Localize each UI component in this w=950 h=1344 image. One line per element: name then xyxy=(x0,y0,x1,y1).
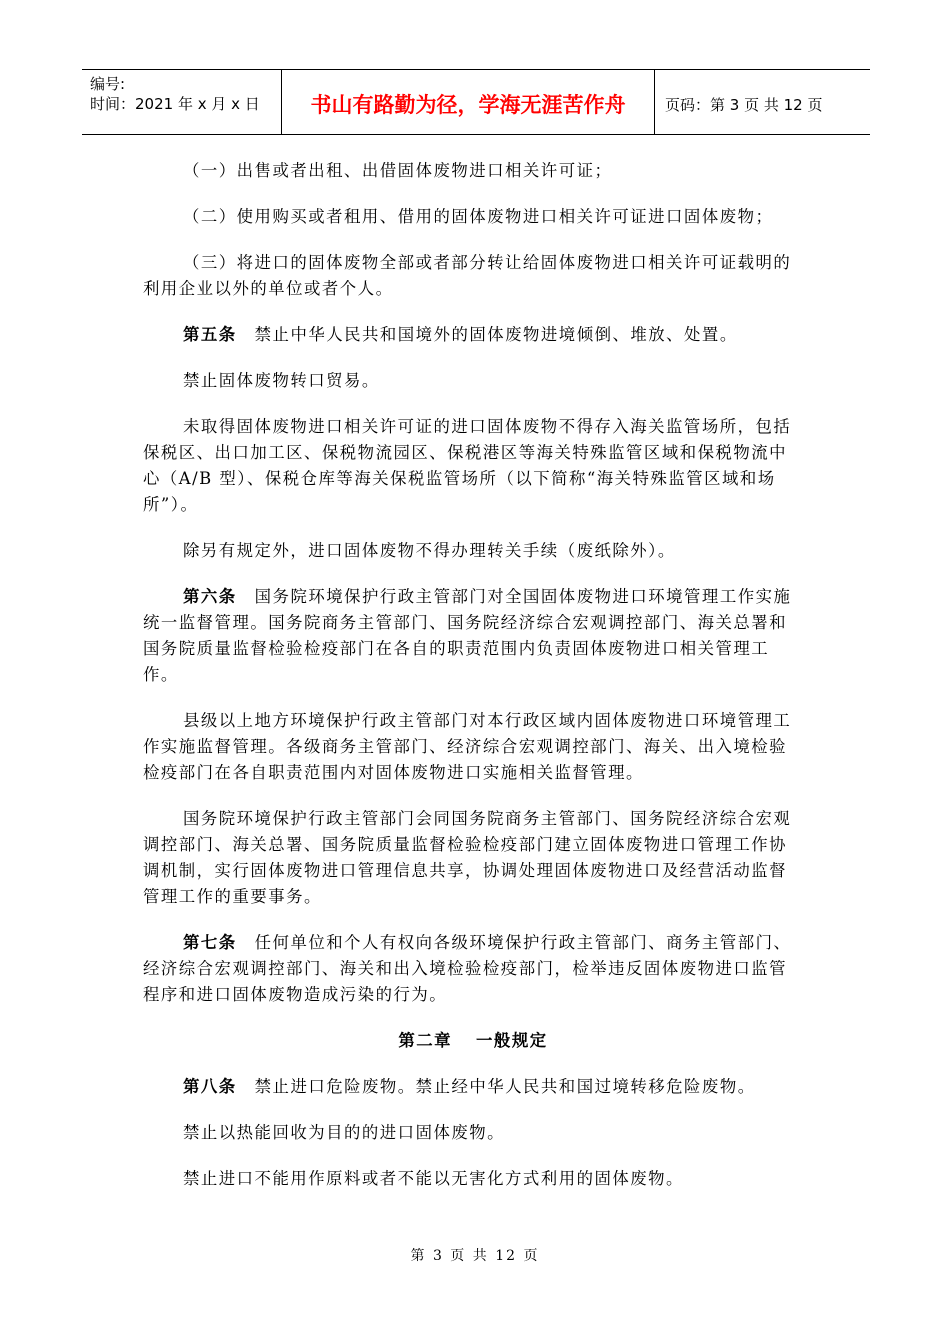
chapter-heading xyxy=(143,1028,803,1054)
paragraph-text: 任何单位和个人有权向各级环境保护行政主管部门、商务主管部门、经济综合宏观调控部门、海关和出入境检验检疫部门，检举违反固体废物进口监管程序和进口固体废物造成污染的行为。 xyxy=(143,933,792,1004)
body-paragraph xyxy=(143,1166,803,1192)
body-paragraph xyxy=(143,414,803,518)
paragraph-text: 国务院环境保护行政主管部门会同国务院商务主管部门、国务院经济综合宏观调控部门、海关总署、国务院质量监督检验检疫部门建立固体废物进口管理工作协调机制，实行固体废物进口管理信息共享，协调处理固体废物进口及经营活动监督管理工作的重要事务。 xyxy=(143,809,792,906)
paragraph-text: （三）将进口的固体废物全部或者部分转让给固体废物进口相关许可证载明的利用企业以外的单位或者个人。 xyxy=(143,253,792,298)
body-paragraph xyxy=(143,204,803,230)
article-number: 第六条 xyxy=(183,587,237,606)
paragraph-group xyxy=(143,1074,803,1192)
paragraph-text: 禁止进口不能用作原料或者不能以无害化方式利用的固体废物。 xyxy=(183,1169,684,1188)
body-paragraph xyxy=(143,1120,803,1146)
page-footer: 第 3 页 共 12 页 xyxy=(410,1248,540,1264)
article-paragraph xyxy=(143,322,803,348)
document-body xyxy=(143,158,803,1212)
body-paragraph xyxy=(143,250,803,302)
body-paragraph xyxy=(143,158,803,184)
body-paragraph xyxy=(143,708,803,786)
paragraph-text: 未取得固体废物进口相关许可证的进口固体废物不得存入海关监管场所，包括保税区、出口加工区、保税物流园区、保税港区等海关特殊监管区域和保税物流中心（A/B 型）、保税仓库等海关保税监管场所（以下简称“海关特殊监管区域和场所”）。 xyxy=(143,417,792,514)
body-paragraph xyxy=(143,538,803,564)
article-paragraph xyxy=(143,584,803,688)
body-paragraph xyxy=(143,806,803,910)
paragraph-text: 禁止进口危险废物。禁止经中华人民共和国过境转移危险废物。 xyxy=(254,1077,756,1096)
paragraph-text: （一）出售或者出租、出借固体废物进口相关许可证； xyxy=(183,161,613,180)
paragraph-text: （二）使用购买或者租用、借用的固体废物进口相关许可证进口固体废物； xyxy=(183,207,774,226)
chapter-number: 第二章 xyxy=(398,1031,453,1050)
body-paragraph xyxy=(143,368,803,394)
header-meta xyxy=(82,70,282,134)
chapter-title: 一般规定 xyxy=(476,1031,548,1050)
header-motto: 书山有路勤为径，学海无涯苦作舟 xyxy=(282,70,655,134)
paragraph-text: 禁止中华人民共和国境外的固体废物进境倾倒、堆放、处置。 xyxy=(254,325,738,344)
page-header xyxy=(82,69,870,135)
article-number: 第五条 xyxy=(183,325,237,344)
paragraph-text: 禁止以热能回收为目的的进口固体废物。 xyxy=(183,1123,506,1142)
article-number: 第七条 xyxy=(183,933,237,952)
article-paragraph xyxy=(143,1074,803,1100)
header-page-number: 页码：第 3 页 共 12 页 xyxy=(665,95,823,114)
paragraph-group xyxy=(143,158,803,1008)
paragraph-text: 禁止固体废物转口贸易。 xyxy=(183,371,380,390)
document-time-label: 时间：2021 年 x 月 x 日 xyxy=(90,95,260,113)
paragraph-text: 除另有规定外，进口固体废物不得办理转关手续（废纸除外）。 xyxy=(183,541,676,560)
article-paragraph xyxy=(143,930,803,1008)
paragraph-text: 县级以上地方环境保护行政主管部门对本行政区域内固体废物进口环境管理工作实施监督管理。各级商务主管部门、经济综合宏观调控部门、海关、出入境检验检疫部门在各自职责范围内对固体废物进口实施相关监督管理。 xyxy=(143,711,792,782)
paragraph-text: 国务院环境保护行政主管部门对全国固体废物进口环境管理工作实施统一监督管理。国务院商务主管部门、国务院经济综合宏观调控部门、海关总署和国务院质量监督检验检疫部门在各自的职责范围内负责固体废物进口相关管理工作。 xyxy=(143,587,792,684)
document-number-label: 编号: xyxy=(90,75,126,93)
article-number: 第八条 xyxy=(183,1077,237,1096)
